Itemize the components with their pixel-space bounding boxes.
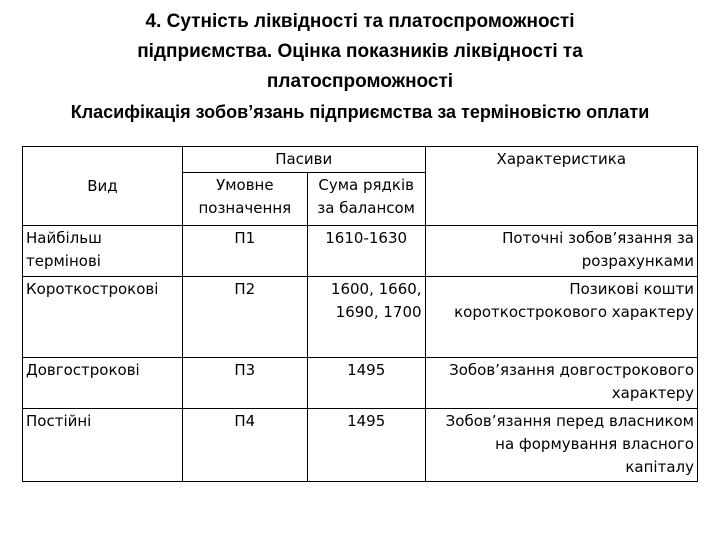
cell-suma: 1495 bbox=[307, 409, 425, 482]
table-row bbox=[23, 358, 698, 409]
cell-vid: Короткострокові bbox=[23, 277, 183, 358]
cell-suma: 1495 bbox=[307, 358, 425, 409]
cell-code: П3 bbox=[182, 358, 307, 409]
cell-vid: Довгострокові bbox=[23, 358, 183, 409]
header-umovne-poznachennia: Умовне позначення bbox=[182, 173, 307, 226]
liabilities-classification-table bbox=[22, 146, 698, 482]
cell-code: П2 bbox=[182, 277, 307, 358]
cell-characterystyka: Позикові кошти короткострокового характеру bbox=[425, 277, 697, 358]
header-pasyvy: Пасиви bbox=[182, 147, 425, 173]
table-row bbox=[23, 409, 698, 482]
cell-code: П1 bbox=[182, 226, 307, 277]
table-caption: Класифікація зобов’язань підприємства за терміновістю оплати bbox=[70, 102, 650, 122]
table-row bbox=[23, 277, 698, 358]
cell-code: П4 bbox=[182, 409, 307, 482]
cell-suma: 1600, 1660, 1690, 1700 bbox=[307, 277, 425, 358]
header-suma-riadkiv: Сума рядків за балансом bbox=[307, 173, 425, 226]
cell-vid: Постійні bbox=[23, 409, 183, 482]
cell-suma: 1610-1630 bbox=[307, 226, 425, 277]
cell-characterystyka: Зобов’язання довгострокового характеру bbox=[425, 358, 697, 409]
table-header-row bbox=[23, 147, 698, 173]
cell-vid: Найбільш термінові bbox=[23, 226, 183, 277]
page-title-line-2: підприємства. Оцінка показників ліквідності та bbox=[137, 41, 583, 62]
header-vid: Вид bbox=[23, 147, 183, 226]
table-row bbox=[23, 226, 698, 277]
page-title-line-1: 4. Сутність ліквідності та платоспроможності bbox=[145, 11, 575, 32]
page-title-line-3: платоспроможності bbox=[266, 71, 454, 92]
header-characterystyka: Характеристика bbox=[425, 147, 697, 226]
cell-characterystyka: Зобов’язання перед власником на формування власного капіталу bbox=[425, 409, 697, 482]
cell-characterystyka: Поточні зобов’язання за розрахунками bbox=[425, 226, 697, 277]
